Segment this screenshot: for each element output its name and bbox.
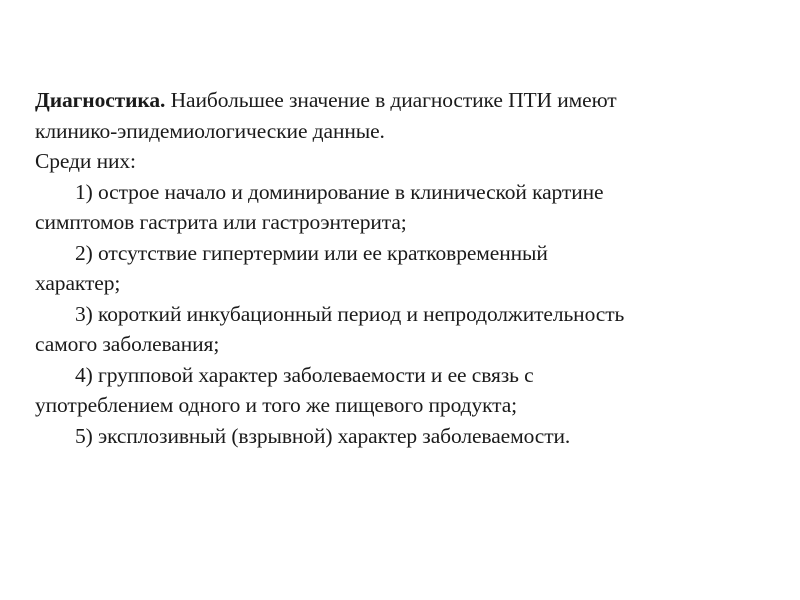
intro-line-2: клинико-эпидемиологические данные.	[35, 118, 385, 143]
diagnostics-heading: Диагностика.	[35, 88, 166, 112]
list-item-1-line-2: симптомов гастрита или гастроэнтерита;	[35, 210, 407, 234]
list-item-1-line-1: 1) острое начало и доминирование в клинической картине	[75, 179, 604, 204]
diagnostics-text-block	[35, 85, 775, 451]
intro-line-1	[35, 85, 775, 116]
list-item-3-line-2: самого заболевания;	[35, 332, 220, 356]
intro-line-1-text: Наибольшее значение в диагностике ПТИ имеют	[165, 88, 617, 112]
list-item-4-line-2: употреблением одного и того же пищевого продукта;	[35, 393, 518, 417]
list-item-4-line-1: 4) групповой характер заболеваемости и ее связь с	[75, 362, 534, 387]
intro-line-3: Среди них:	[35, 149, 136, 173]
list-item-5-line-1: 5) эксплозивный (взрывной) характер заболеваемости.	[75, 423, 571, 448]
list-item-3-line-1: 3) короткий инкубационный период и непродолжительность	[75, 301, 625, 326]
list-item-2-line-1: 2) отсутствие гипертермии или ее кратковременный	[75, 240, 548, 265]
list-item-2-line-2: характер;	[35, 271, 121, 295]
